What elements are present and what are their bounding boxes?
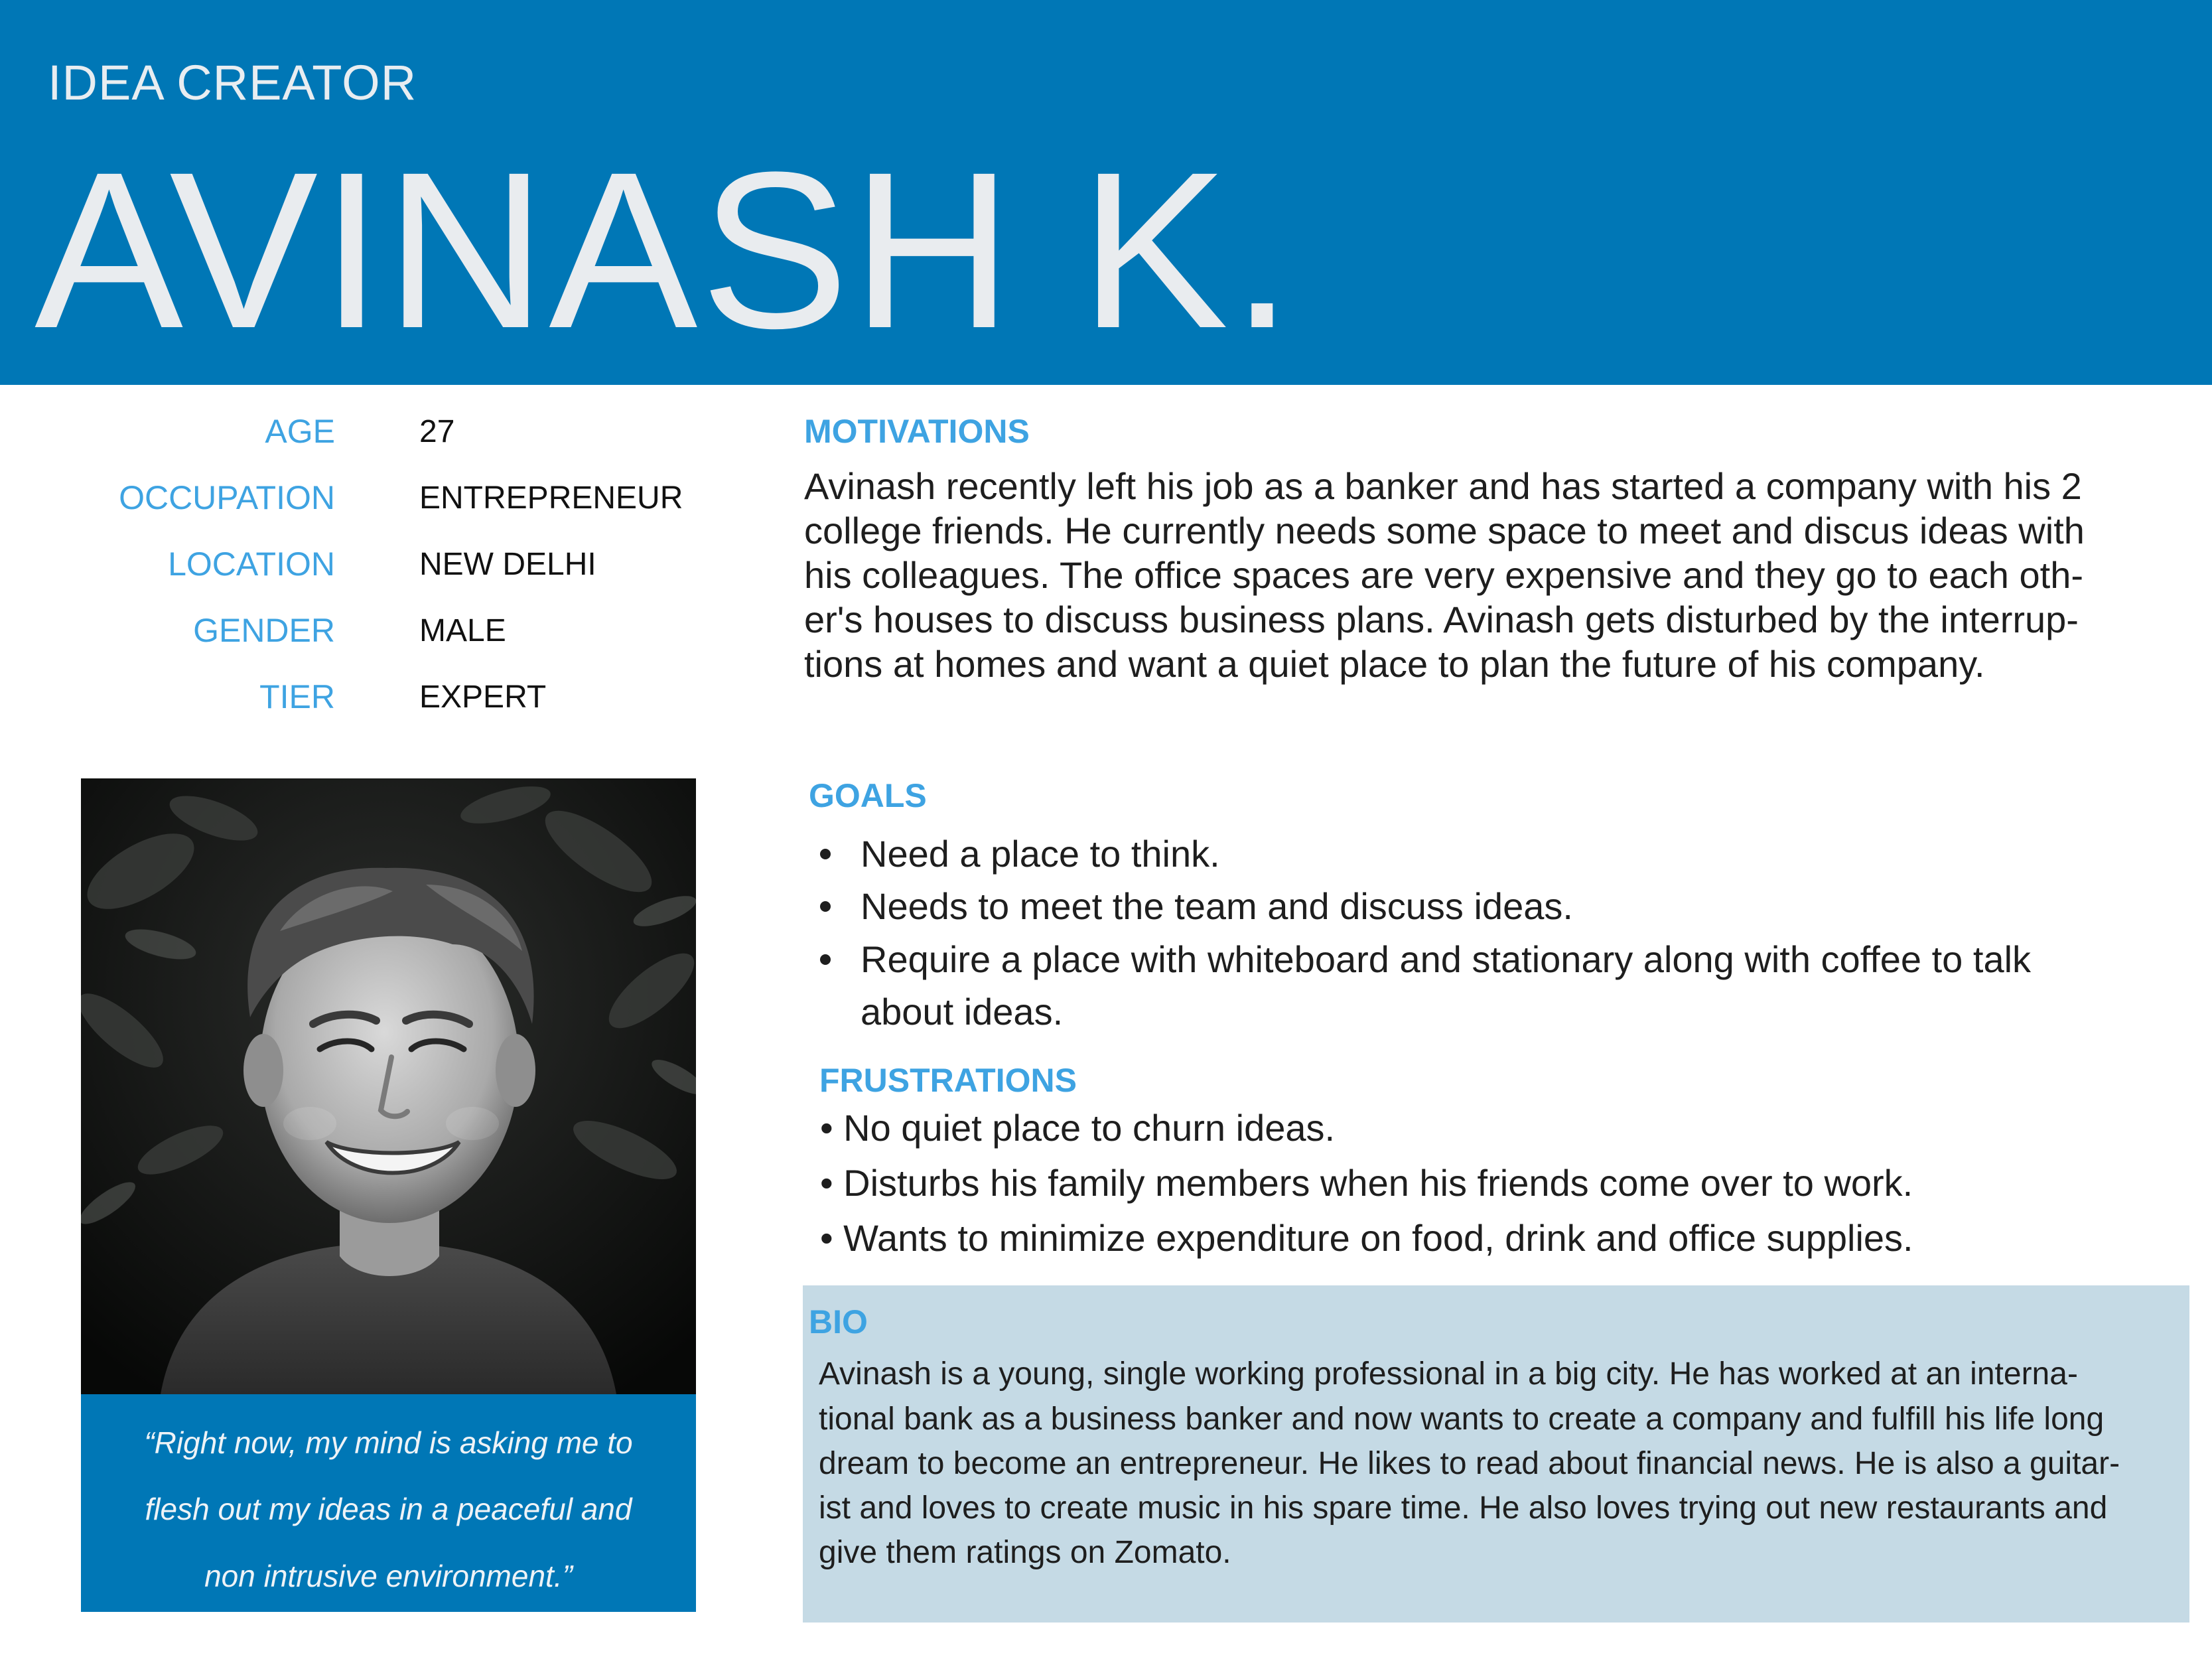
quote-line-3: non intrusive environment.” [204,1559,573,1593]
persona-quote [81,1394,696,1612]
frustration-item: • No quiet place to churn ideas. [820,1107,1336,1149]
header-band [0,0,2212,385]
motivations-line: tions at homes and want a quiet place to plan the future of his company. [804,643,1985,685]
bullet-icon [820,901,831,912]
persona-role: IDEA CREATOR [48,55,417,110]
gender-label: GENDER [193,612,335,649]
age-label: AGE [265,413,335,450]
motivations-line: his colleagues. The office spaces are very expensive and they go to each oth- [804,554,2084,596]
bullet-icon [820,954,831,965]
goal-item: Require a place with whiteboard and stationary along with coffee to talk [861,938,2032,980]
bio-line: ist and loves to create music in his spare time. He also loves trying out new restaurants and [819,1490,2108,1526]
persona-photo [81,778,696,1394]
bio-section [803,1285,2189,1623]
bio-line: dream to become an entrepreneur. He likes to read about financial news. He is also a guitar- [819,1446,2120,1481]
goals-heading: GOALS [809,777,927,814]
bio-heading: BIO [809,1303,868,1340]
age-value: 27 [419,414,455,449]
bullet-icon [820,849,831,859]
gender-value: MALE [419,613,506,648]
bio-line: tional bank as a business banker and now wants to create a company and fulfill his life long [819,1402,2105,1437]
goal-item: Needs to meet the team and discuss ideas. [861,885,1573,927]
portrait-illustration [81,778,696,1394]
frustration-item: • Wants to minimize expenditure on food, drink and office supplies. [820,1217,1913,1259]
quote-line-2: flesh out my ideas in a peaceful and [145,1492,632,1526]
tier-value: EXPERT [419,680,547,715]
bio-line: give them ratings on Zomato. [819,1535,1231,1570]
quote-line-1: “Right now, my mind is asking me to [144,1425,633,1460]
persona-name: AVINASH K. [35,126,1296,375]
occupation-value: ENTREPRENEUR [419,480,683,516]
occupation-label: OCCUPATION [119,479,335,516]
location-value: NEW DELHI [419,547,596,582]
goal-item: Need a place to think. [861,833,1220,875]
motivations-line: college friends. He currently needs some space to meet and discus ideas with [804,510,2085,551]
motivations-heading: MOTIVATIONS [804,413,1030,450]
goal-item-continuation: about ideas. [861,991,1064,1033]
motivations-line: Avinash recently left his job as a banker and has started a company with his 2 [804,465,2082,507]
location-label: LOCATION [168,545,335,583]
frustration-item: • Disturbs his family members when his friends come over to work. [820,1162,1913,1204]
motivations-line: er's houses to discuss business plans. Avinash gets disturbed by the interrup- [804,599,2079,640]
bio-line: Avinash is a young, single working professional in a big city. He has worked at an interna- [819,1356,2078,1392]
tier-label: TIER [259,678,335,715]
frustrations-heading: FRUSTRATIONS [819,1062,1077,1099]
